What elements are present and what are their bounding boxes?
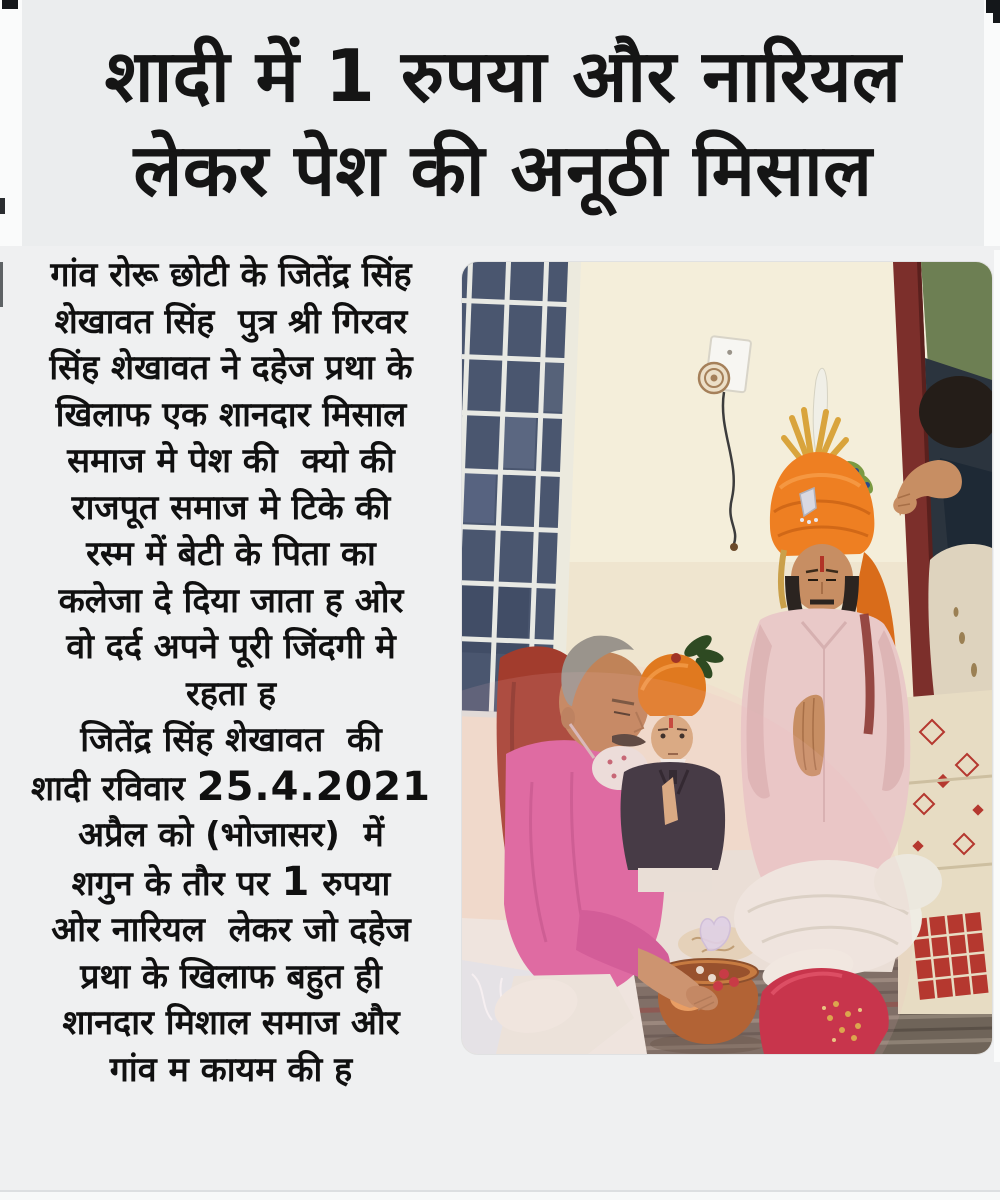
article-text: अप्रैल को (भोजासर) में [78,815,384,855]
article-line [0,954,462,1001]
photo-right-margin-strip [994,250,1000,1062]
shell-decoration [699,363,729,393]
article-bold-text: 25.4.2021 [196,763,431,810]
article-line [0,299,462,346]
article-line [0,859,462,908]
article-text: कलेजा दे दिया जाता ह ओर [58,580,404,621]
scan-artifact-left-edge [0,198,5,214]
headline-line-2: लेकर पेश की अनूठी मिसाल [133,128,873,212]
right-margin-strip [984,0,1000,246]
article-text: गांव रोरू छोटी के जितेंद्र सिंह [50,255,412,295]
article-column [0,252,462,1093]
article-text: ओर नारियल लेकर जो दहेज [51,910,411,950]
article-line [0,485,462,532]
article-line [0,764,462,813]
red-grid-cushion [910,910,990,1001]
article-text: प्रथा के खिलाफ बहुत ही [80,956,382,997]
article-text: रुपया [310,863,391,904]
article-line [0,812,462,859]
article-bold-text: 1 [281,858,311,905]
headline-line-1: शादी में 1 रुपया और नारियल [104,34,902,118]
article-text: खिलाफ एक शानदार मिसाल [55,394,407,435]
article-text: राजपूत समाज मे टिके की [71,487,391,528]
article-text: रहता ह [185,673,277,714]
article-line [0,252,462,299]
article-line [0,624,462,671]
article-text: शादी रविवार [31,768,197,809]
cushion-stack [898,690,992,1014]
article-line [0,345,462,392]
scan-artifact-top-right [986,0,1000,13]
headline-panel [22,0,984,246]
article-line [0,717,462,764]
article-text: जितेंद्र सिंह शेखावत की [80,720,382,760]
article-line [0,671,462,718]
wedding-photo [462,262,992,1054]
article-text: सिंह शेखावत ने दहेज प्रथा के [49,348,413,388]
article-line [0,1000,462,1047]
article-text: रस्म में बेटी के पिता का [86,534,376,574]
cord-tassel [730,543,738,551]
article-text: गांव म कायम की ह [109,1049,353,1090]
article-text: वो दर्द अपने पूरी जिंदगी मे [66,627,396,667]
article-text: समाज मे पेश की क्यो की [67,441,395,481]
article-line [0,438,462,485]
article-text: शगुन के तौर पर [71,863,282,904]
groom-gold-tassel [781,550,784,608]
article-text: शानदार मिशाल समाज और [62,1003,400,1043]
page-bottom-margin [0,1192,1000,1200]
article-line [0,1047,462,1094]
article-line [0,907,462,954]
scan-artifact-top-right-2 [993,13,1000,23]
article-line [0,392,462,439]
article-line [0,531,462,578]
article-line [0,578,462,625]
article-text: शेखावत सिंह पुत्र श्री गिरवर [54,301,408,342]
scan-artifact-top-left [2,0,18,9]
